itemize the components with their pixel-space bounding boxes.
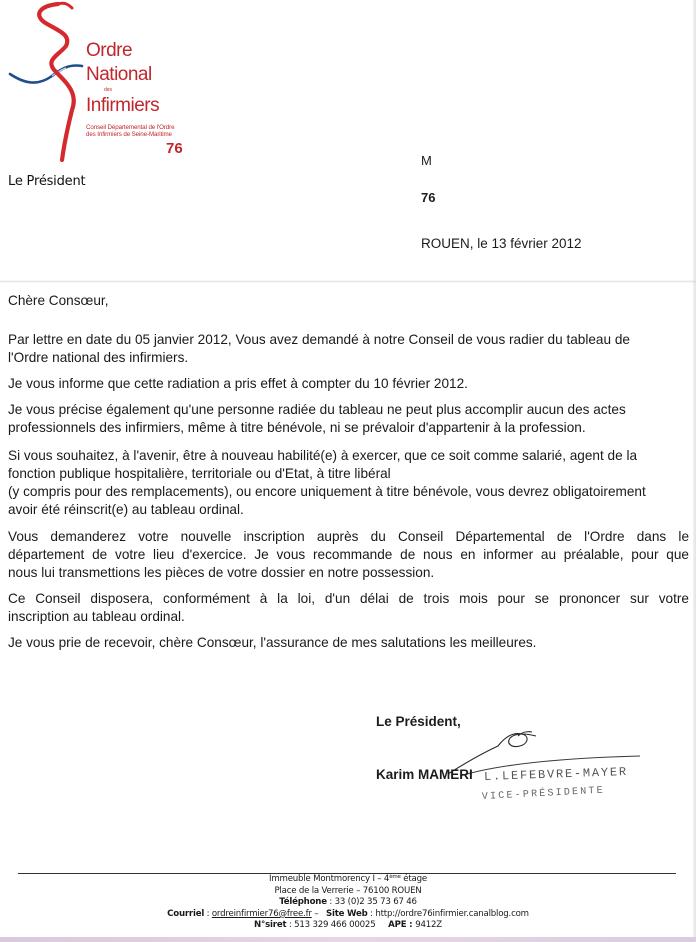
paragraph-line: avoir été réinscrit(e) au tableau ordinal. <box>8 502 244 517</box>
logo-subtitle-2: des Infirmiers de Seine-Maritime <box>86 131 172 138</box>
paragraph-line: (y compris pour des remplacements), ou encore uniquement à titre bénévole, vous devrez obligatoirement <box>8 484 646 499</box>
scan-bottom-edge <box>0 937 696 942</box>
footer-registration-line <box>0 920 696 932</box>
paragraph-line: Vous demanderez votre nouvelle inscription auprès du Conseil Départemental de l'Ordre dans le <box>8 529 689 544</box>
footer-contact-block <box>0 874 696 932</box>
footer-phone-value: : 33 (0)2 35 73 67 46 <box>326 897 417 908</box>
fold-line <box>0 280 696 283</box>
footer-address-suffix: étage <box>400 874 427 884</box>
paragraph-request <box>8 331 689 367</box>
paragraph-restrictions <box>8 401 689 437</box>
footer-siret-value: : 513 329 466 00025 <box>286 920 376 931</box>
recipient-name: M <box>421 153 432 168</box>
footer-address-line-1 <box>0 874 696 886</box>
footer-phone <box>0 897 696 909</box>
footer-address-prefix: Immeuble Montmorency I – 4 <box>269 874 390 884</box>
paragraph-line: département de votre lieu d'exercice. Je vous recommande de nous en informer au préalable, pour que <box>8 547 689 562</box>
letter-date: ROUEN, le 13 février 2012 <box>421 236 582 251</box>
footer-floor-superscript: ème <box>389 874 401 880</box>
footer-ape-label: APE : <box>388 920 416 931</box>
logo-text-national: National <box>86 64 152 85</box>
salutation: Chère Consœur, <box>8 293 109 308</box>
paragraph-new-registration <box>8 528 689 582</box>
footer-address-line-2: Place de la Verrerie – 76100 ROUEN <box>274 885 422 896</box>
footer-contact-line: Courriel : ordreinfirmier76@free.fr – Site Web : http://ordre76infirmier.canalblog.com <box>167 908 529 919</box>
paragraph-effective-date <box>8 375 689 393</box>
paragraph-line: Par lettre en date du 05 janvier 2012, Vous avez demandé à notre Conseil de vous radier du tableau de <box>8 332 630 347</box>
paragraph-line: nous lui transmettions les pièces de votre dossier en notre possession. <box>8 565 435 580</box>
logo-text-ordre: Ordre <box>86 40 133 61</box>
ordre-logo <box>0 0 200 170</box>
paragraph-line: l'Ordre national des infirmiers. <box>8 350 189 365</box>
paragraph-line: Ce Conseil disposera, conformément à la loi, d'un délai de trois mois pour se prononcer sur votre <box>8 591 689 606</box>
logo-department-number: 76 <box>166 140 183 157</box>
footer-phone-label: Téléphone <box>279 897 327 908</box>
stamp-role: VICE-PRÉSIDENTE <box>481 785 606 803</box>
footer-website-link[interactable]: : http://ordre76infirmier.canalblog.com <box>367 908 529 919</box>
signature-title: Le Président, <box>376 714 461 729</box>
paragraph-delay <box>8 590 689 626</box>
stamp-name: L.LEFEBVRE-MAYER <box>483 764 629 784</box>
signatory-name: Karim MAMERI <box>376 767 473 782</box>
paragraph-closing <box>8 634 689 652</box>
sender-title: Le Président <box>8 174 86 189</box>
logo-text-infirmiers: Infirmiers <box>86 95 160 116</box>
paragraph-line: inscription au tableau ordinal. <box>8 609 185 624</box>
paragraph-line: professionnels des infirmiers, même à titre bénévole, ni se prévaloir d'appartenir à la profession. <box>8 420 586 435</box>
paragraph-line: Je vous précise également qu'une personne radiée du tableau ne peut plus accomplir aucun des actes <box>8 402 626 417</box>
logo-text-des: des <box>104 87 113 93</box>
footer-siret-label: N°siret <box>254 920 287 931</box>
paragraph-line: Je vous prie de recevoir, chère Consœur, l'assurance de mes salutations les meilleures. <box>8 635 537 650</box>
logo-subtitle-1: Conseil Départemental de l'Ordre <box>86 124 175 131</box>
footer-ape-value: 9412Z <box>415 920 442 931</box>
paragraph-line: Je vous informe que cette radiation a pris effet à compter du 10 février 2012. <box>8 376 468 391</box>
footer-website-label: Site Web <box>325 908 368 919</box>
recipient-department: 76 <box>421 190 436 205</box>
footer-email-link[interactable]: ordreinfirmier76@free.fr <box>211 908 312 919</box>
paragraph-line: Si vous souhaitez, à l'avenir, être à nouveau habilité(e) à exercer, que ce soit comme salarié, agent de la <box>8 448 638 463</box>
paragraph-line: fonction publique hospitalière, territoriale ou d'Etat, à titre libéral <box>8 466 391 481</box>
paragraph-reinstatement <box>8 447 689 519</box>
footer-email-label: Courriel <box>167 908 205 919</box>
